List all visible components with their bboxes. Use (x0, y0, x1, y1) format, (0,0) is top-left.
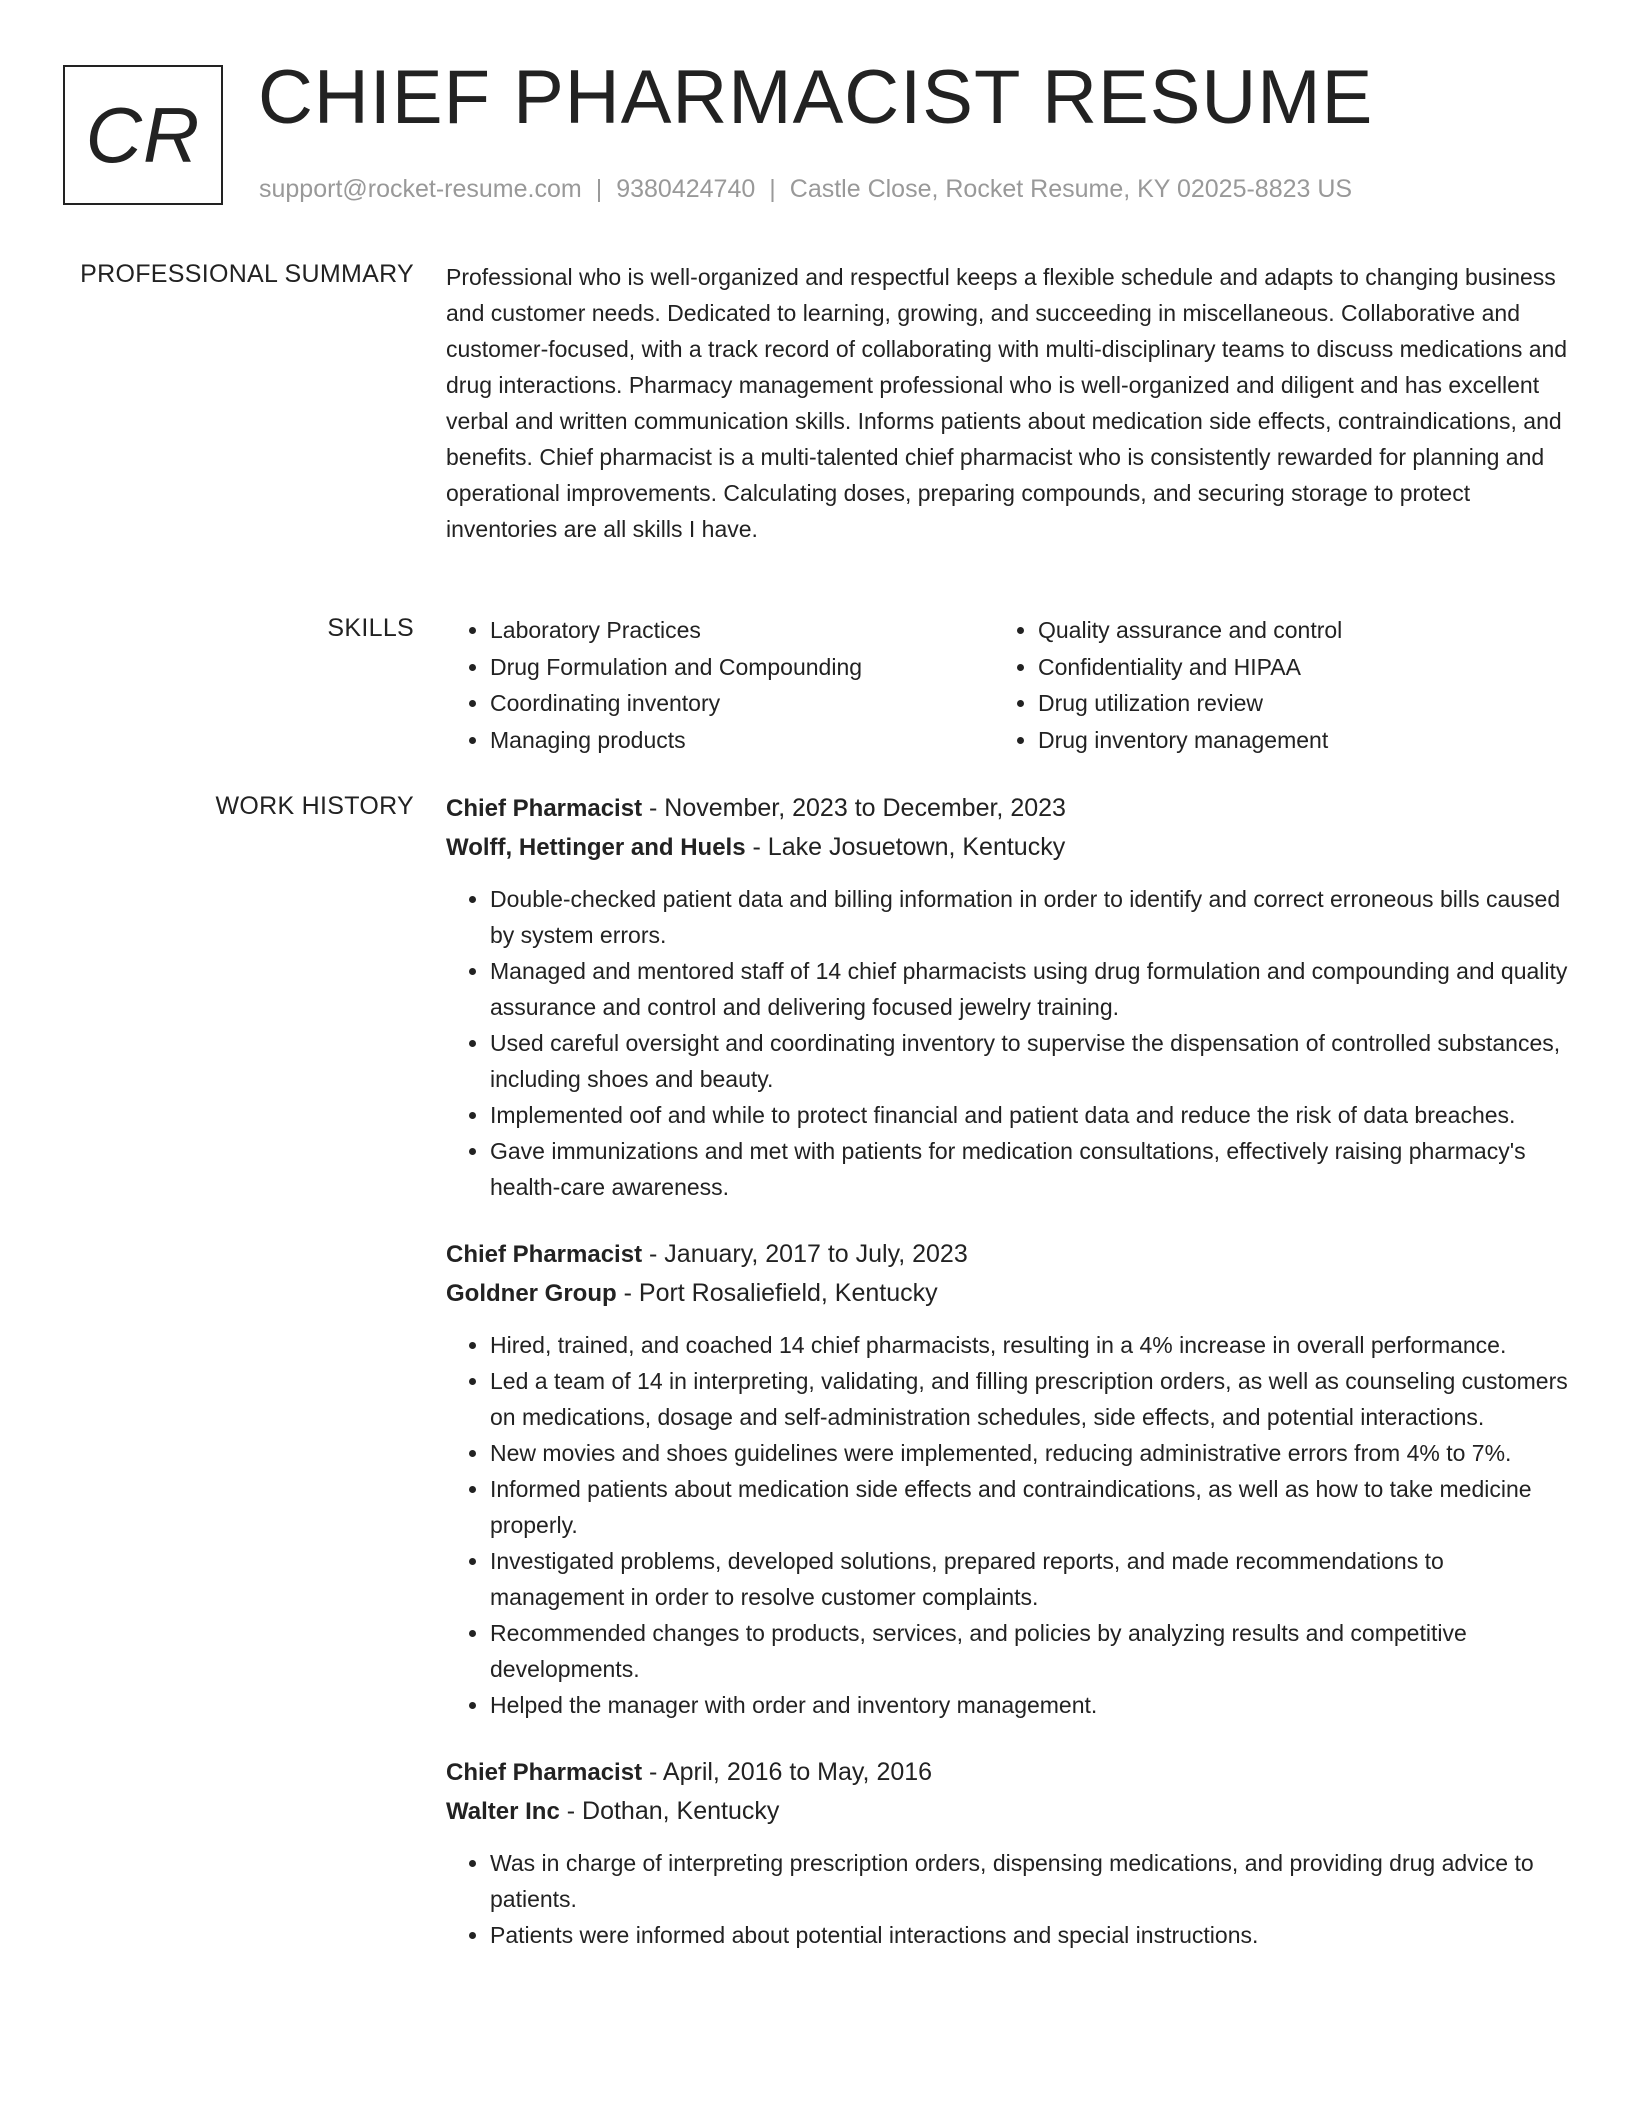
skill-item: • Quality assurance and control (1038, 612, 1542, 649)
job-bullet: • Led a team of 14 in interpreting, validating, and filling prescription orders, as well as counseling customers on medications, dosage and self-administration schedules, side effects, and potential interactions. (490, 1363, 1571, 1435)
resume-title: CHIEF PHARMACIST RESUME (258, 55, 1374, 140)
job-dates: - November, 2023 to December, 2023 (642, 794, 1066, 822)
skills-list-left (446, 612, 994, 758)
job-location: - Port Rosaliefield, Kentucky (616, 1279, 938, 1307)
job-bullet: • New movies and shoes guidelines were implemented, reducing administrative errors from 4% to 7%. (490, 1435, 1571, 1471)
job-title-line (446, 789, 1571, 828)
summary-section (446, 259, 1571, 547)
job-bullets (446, 1845, 1571, 1953)
contact-email: support@rocket-resume.com (259, 175, 582, 203)
job-title: Chief Pharmacist (446, 795, 643, 822)
contact-separator: | (769, 175, 776, 203)
skill-item: • Drug utilization review (1038, 685, 1542, 722)
job-bullet: • Recommended changes to products, services, and policies by analyzing results and competitive developments. (490, 1615, 1571, 1687)
job-bullet: • Informed patients about medication side effects and contraindications, as well as how to take medicine properly. (490, 1471, 1571, 1543)
job-company-line (446, 828, 1571, 867)
contact-line (259, 175, 1352, 204)
job-company: Goldner Group (446, 1280, 617, 1307)
contact-phone: 9380424740 (616, 175, 756, 203)
contact-separator: | (595, 175, 603, 203)
job-entry (446, 1235, 1571, 1723)
monogram-initials: CR (85, 90, 201, 179)
job-bullets (446, 881, 1571, 1205)
job-title: Chief Pharmacist (446, 1241, 643, 1268)
job-bullet: • Double-checked patient data and billing information in order to identify and correct erroneous bills caused by system errors. (490, 881, 1571, 953)
job-company-line (446, 1792, 1571, 1831)
job-bullet: • Managed and mentored staff of 14 chief pharmacists using drug formulation and compounding and quality assurance and control and delivering focused jewelry training. (490, 953, 1571, 1025)
job-entry (446, 789, 1571, 1205)
job-bullet: • Used careful oversight and coordinating inventory to supervise the dispensation of controlled substances, including shoes and beauty. (490, 1025, 1571, 1097)
job-location: - Lake Josuetown, Kentucky (745, 833, 1066, 861)
job-bullet: • Helped the manager with order and inventory management. (490, 1687, 1571, 1723)
job-bullets (446, 1327, 1571, 1723)
job-location: - Dothan, Kentucky (559, 1797, 780, 1825)
summary-text: Professional who is well-organized and respectful keeps a flexible schedule and adapts to changing business and customer needs. Dedicated to learning, growing, and succeeding in miscellaneous. Collaborative and customer-focused, with a track record of collaborating with multi-disciplinary teams to discuss medications and drug interactions. Pharmacy management professional who is well-organized and diligent and has excellent verbal and written communication skills. Informs patients about medication side effects, contraindications, and benefits. Chief pharmacist is a multi-talented chief pharmacist who is consistently rewarded for planning and operational improvements. Calculating doses, preparing compounds, and securing storage to protect inventories are all skills I have. (446, 264, 1568, 542)
job-dates: - January, 2017 to July, 2023 (642, 1240, 968, 1268)
job-bullet: • Investigated problems, developed solutions, prepared reports, and made recommendations to management in order to resolve customer complaints. (490, 1543, 1571, 1615)
job-company: Walter Inc (446, 1798, 560, 1825)
work-history-section (446, 789, 1571, 1953)
job-bullet: • Was in charge of interpreting prescription orders, dispensing medications, and providing drug advice to patients. (490, 1845, 1571, 1917)
skill-item: • Coordinating inventory (490, 685, 994, 722)
job-company: Wolff, Hettinger and Huels (446, 834, 746, 861)
job-bullet: • Patients were informed about potential interactions and special instructions. (490, 1917, 1571, 1953)
skills-heading: SKILLS (327, 614, 414, 642)
skill-item: • Laboratory Practices (490, 612, 994, 649)
work-history-heading: WORK HISTORY (215, 792, 414, 820)
job-bullet: • Implemented oof and while to protect financial and patient data and reduce the risk of data breaches. (490, 1097, 1571, 1133)
contact-address: Castle Close, Rocket Resume, KY 02025-8823 US (789, 175, 1353, 203)
skill-item: • Managing products (490, 722, 994, 759)
job-title-line (446, 1235, 1571, 1274)
job-dates: - April, 2016 to May, 2016 (642, 1758, 933, 1786)
job-bullet: • Hired, trained, and coached 14 chief pharmacists, resulting in a 4% increase in overall performance. (490, 1327, 1571, 1363)
job-entry (446, 1753, 1571, 1953)
skills-list-right (994, 612, 1542, 758)
job-bullet: • Gave immunizations and met with patients for medication consultations, effectively raising pharmacy's health-care awareness. (490, 1133, 1571, 1205)
job-company-line (446, 1274, 1571, 1313)
skills-grid (446, 612, 1571, 758)
skill-item: • Drug inventory management (1038, 722, 1542, 759)
monogram-box (63, 65, 223, 205)
summary-heading: PROFESSIONAL SUMMARY (80, 260, 414, 288)
job-title-line (446, 1753, 1571, 1792)
skill-item: • Confidentiality and HIPAA (1038, 649, 1542, 686)
skills-section (446, 612, 1571, 758)
job-title: Chief Pharmacist (446, 1759, 643, 1786)
skill-item: • Drug Formulation and Compounding (490, 649, 994, 686)
